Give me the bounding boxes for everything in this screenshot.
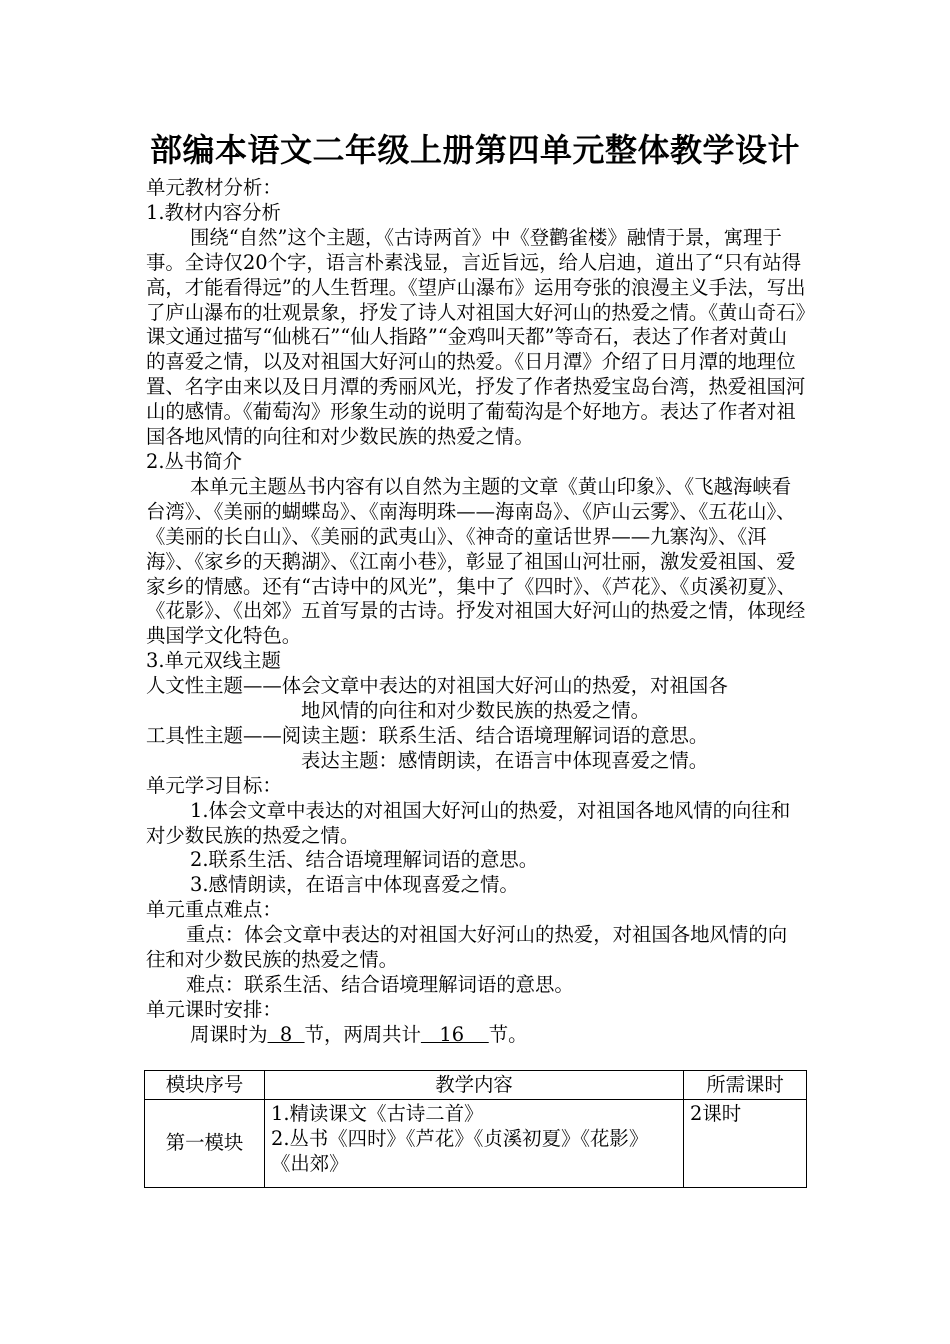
header-module-no: 模块序号 [145,1071,265,1100]
section-heading-schedule: 单元课时安排： [146,997,282,1021]
table-header-row [145,1071,807,1100]
weekly-hours-value: 8 [267,1022,305,1046]
header-content: 教学内容 [265,1071,684,1100]
header-hours: 所需课时 [684,1071,807,1100]
schedule-text-c: 节。 [488,1022,528,1046]
section-heading-goals: 单元学习目标： [146,773,282,797]
theme-instrumental-expression: 表达主题：感情朗读，在语言中体现喜爱之情。 [301,748,709,772]
schedule-text-b: 节，两周共计 [304,1022,421,1046]
module-table [144,1070,807,1188]
cell-content [265,1100,684,1188]
paragraph-content-analysis: 围绕“自然”这个主题，《古诗两首》中《登鹳雀楼》融情于景，寓理于事。全诗仅20个字，语言朴素浅显，言近旨远，给人启迪，道出了“只有站得高，才能看得远”的人生哲理。《望庐山瀑布》运用夸张的浪漫主义手法，写出了庐山瀑布的壮观景象，抒发了诗人对祖国大好河山的热爱之情。《黄山奇石》课文通过描写“仙桃石”“仙人指路”“金鸡叫天都”等奇石，表达了作者对黄山的喜爱之情，以及对祖国大好河山的热爱。《日月潭》介绍了日月潭的地理位置、名字由来以及日月潭的秀丽风光，抒发了作者热爱宝岛台湾，热爱祖国河山的感情。《葡萄沟》形象生动的说明了葡萄沟是个好地方。表达了作者对祖国各地风情的向往和对少数民族的热爱之情。 [146,225,806,449]
theme-instrumental-reading: 工具性主题——阅读主题：联系生活、结合语境理解词语的意思。 [146,723,709,747]
content-line-2: 2.丛书《四时》《芦花》《贞溪初夏》《花影》《出郊》 [271,1126,649,1175]
theme-humanistic-line2: 地风情的向往和对少数民族的热爱之情。 [301,699,651,723]
goal-item-1: 1.体会文章中表达的对祖国大好河山的热爱，对祖国各地风情的向往和对少数民族的热爱之情。 [146,798,791,847]
schedule-text-a: 周课时为 [190,1022,268,1046]
goal-item-3: 3.感情朗读，在语言中体现喜爱之情。 [190,873,519,897]
subheading-series-intro: 2.丛书简介 [146,449,243,473]
total-hours-value: 16 [420,1022,489,1046]
cell-module: 第一模块 [145,1100,265,1188]
paragraph-series-intro: 本单元主题丛书内容有以自然为主题的文章《黄山印象》、《飞越海峡看台湾》、《美丽的蝴蝶岛》、《南海明珠——海南岛》、《庐山云雾》、《五花山》、《美丽的长白山》、《美丽的武夷山》、《神奇的童话世界——九寨沟》、《洱海》、《家乡的天鹅湖》、《江南小巷》，彰显了祖国山河壮丽，激发爱祖国、爱家乡的情感。还有“古诗中的风光”，集中了《四时》、《芦花》、《贞溪初夏》、《花影》、《出郊》五首写景的古诗。抒发对祖国大好河山的热爱之情，体现经典国学文化特色。 [146,474,806,648]
content-line-1: 1.精读课文《古诗二首》 [271,1102,484,1125]
theme-humanistic-line1: 人文性主题——体会文章中表达的对祖国大好河山的热爱，对祖国各 [146,674,728,698]
key-point: 重点：体会文章中表达的对祖国大好河山的热爱，对祖国各地风情的向往和对少数民族的热爱之情。 [146,923,788,972]
section-heading-analysis: 单元教材分析： [146,176,282,199]
subheading-dual-theme: 3.单元双线主题 [146,649,281,673]
document-title: 部编本语文二年级上册第四单元整体教学设计 [149,131,800,169]
difficult-point: 难点：联系生活、结合语境理解词语的意思。 [186,973,574,996]
schedule-line [146,1023,806,1048]
section-heading-key-points: 单元重点难点： [146,898,282,922]
document-body [146,176,806,1048]
table-row [145,1100,807,1188]
goal-item-2: 2.联系生活、结合语境理解词语的意思。 [190,848,539,872]
subheading-content-analysis: 1.教材内容分析 [146,200,281,224]
cell-hours: 2课时 [684,1100,807,1188]
